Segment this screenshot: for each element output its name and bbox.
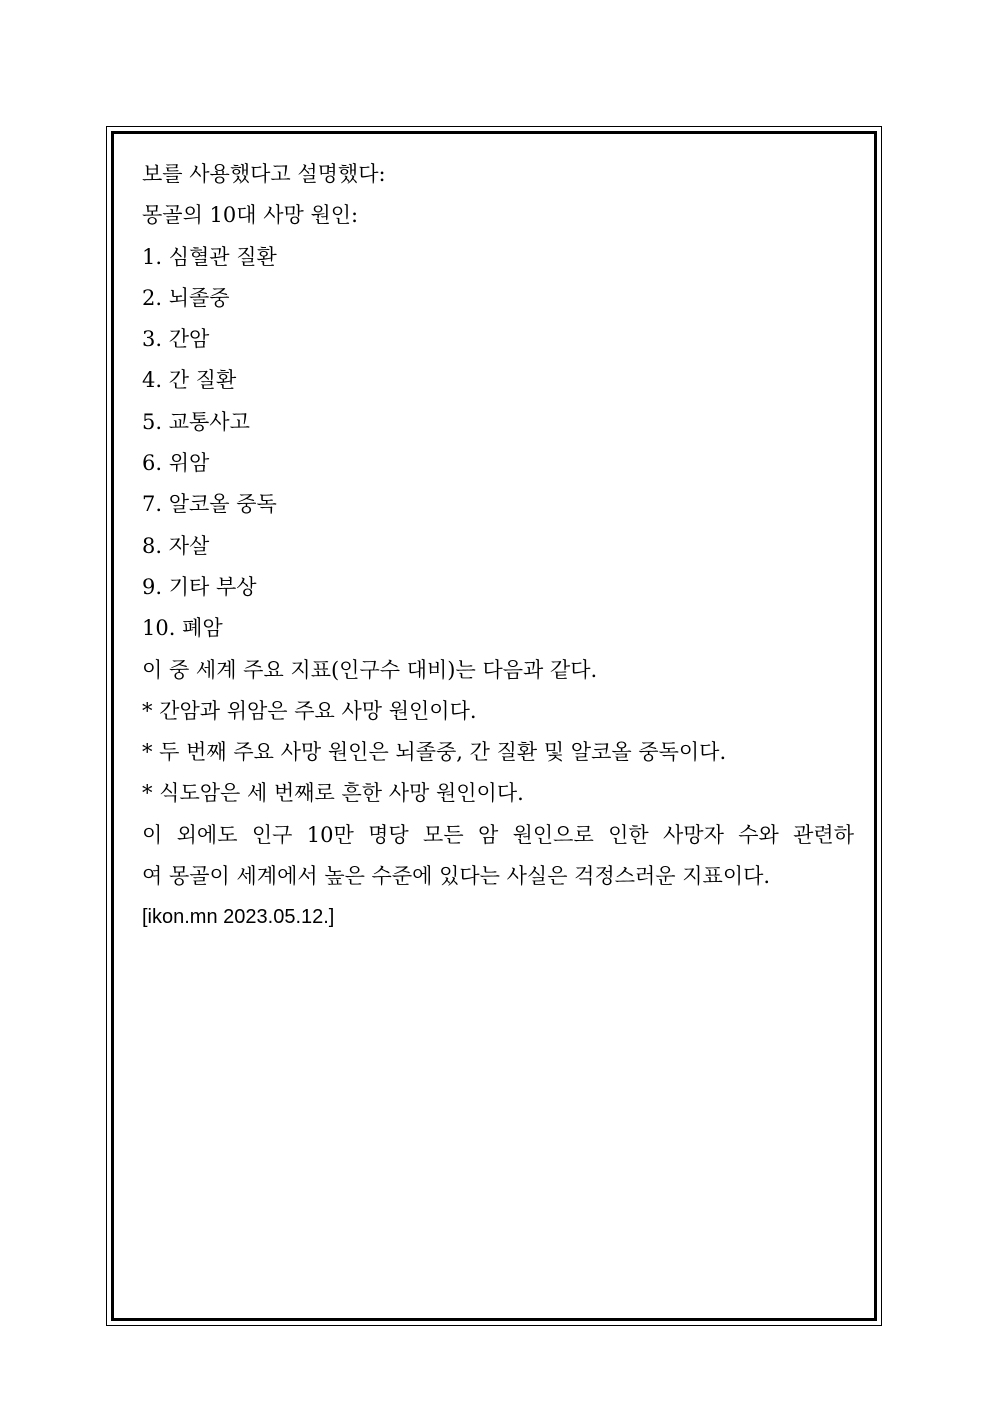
intro-line: 보를 사용했다고 설명했다: (142, 162, 386, 186)
paragraph-line: 이 중 세계 주요 지표(인구수 대비)는 다음과 같다. (142, 657, 598, 682)
list-item: 3. 간암 (142, 327, 210, 352)
list-item: 2. 뇌졸중 (142, 285, 230, 310)
list-heading: 몽골의 10대 사망 원인: (142, 203, 359, 228)
list-item: 6. 위암 (142, 451, 210, 476)
bullet-item: * 두 번째 주요 사망 원인은 뇌졸중, 간 질환 및 알코올 중독이다. (142, 740, 727, 765)
paragraph-line: 여 몽골이 세계에서 높은 수준에 있다는 사실은 걱정스러운 지표이다. (142, 864, 771, 889)
list-item: 7. 알코올 중독 (142, 492, 277, 517)
list-item: 5. 교통사고 (142, 409, 250, 434)
bullet-item: * 식도암은 세 번째로 흔한 사망 원인이다. (142, 781, 524, 806)
paragraph-line: 이 외에도 인구 10만 명당 모든 암 원인으로 인한 사망자 수와 관련하 (142, 822, 854, 847)
list-item: 1. 심혈관 질환 (142, 244, 277, 269)
list-item: 8. 자살 (142, 533, 210, 558)
source-citation: [ikon.mn 2023.05.12.] (142, 906, 335, 929)
list-item: 10. 폐암 (142, 616, 223, 641)
bullet-item: * 간암과 위암은 주요 사망 원인이다. (142, 698, 477, 723)
document-body (142, 154, 854, 939)
list-item: 4. 간 질환 (142, 368, 237, 393)
list-item: 9. 기타 부상 (142, 574, 257, 599)
